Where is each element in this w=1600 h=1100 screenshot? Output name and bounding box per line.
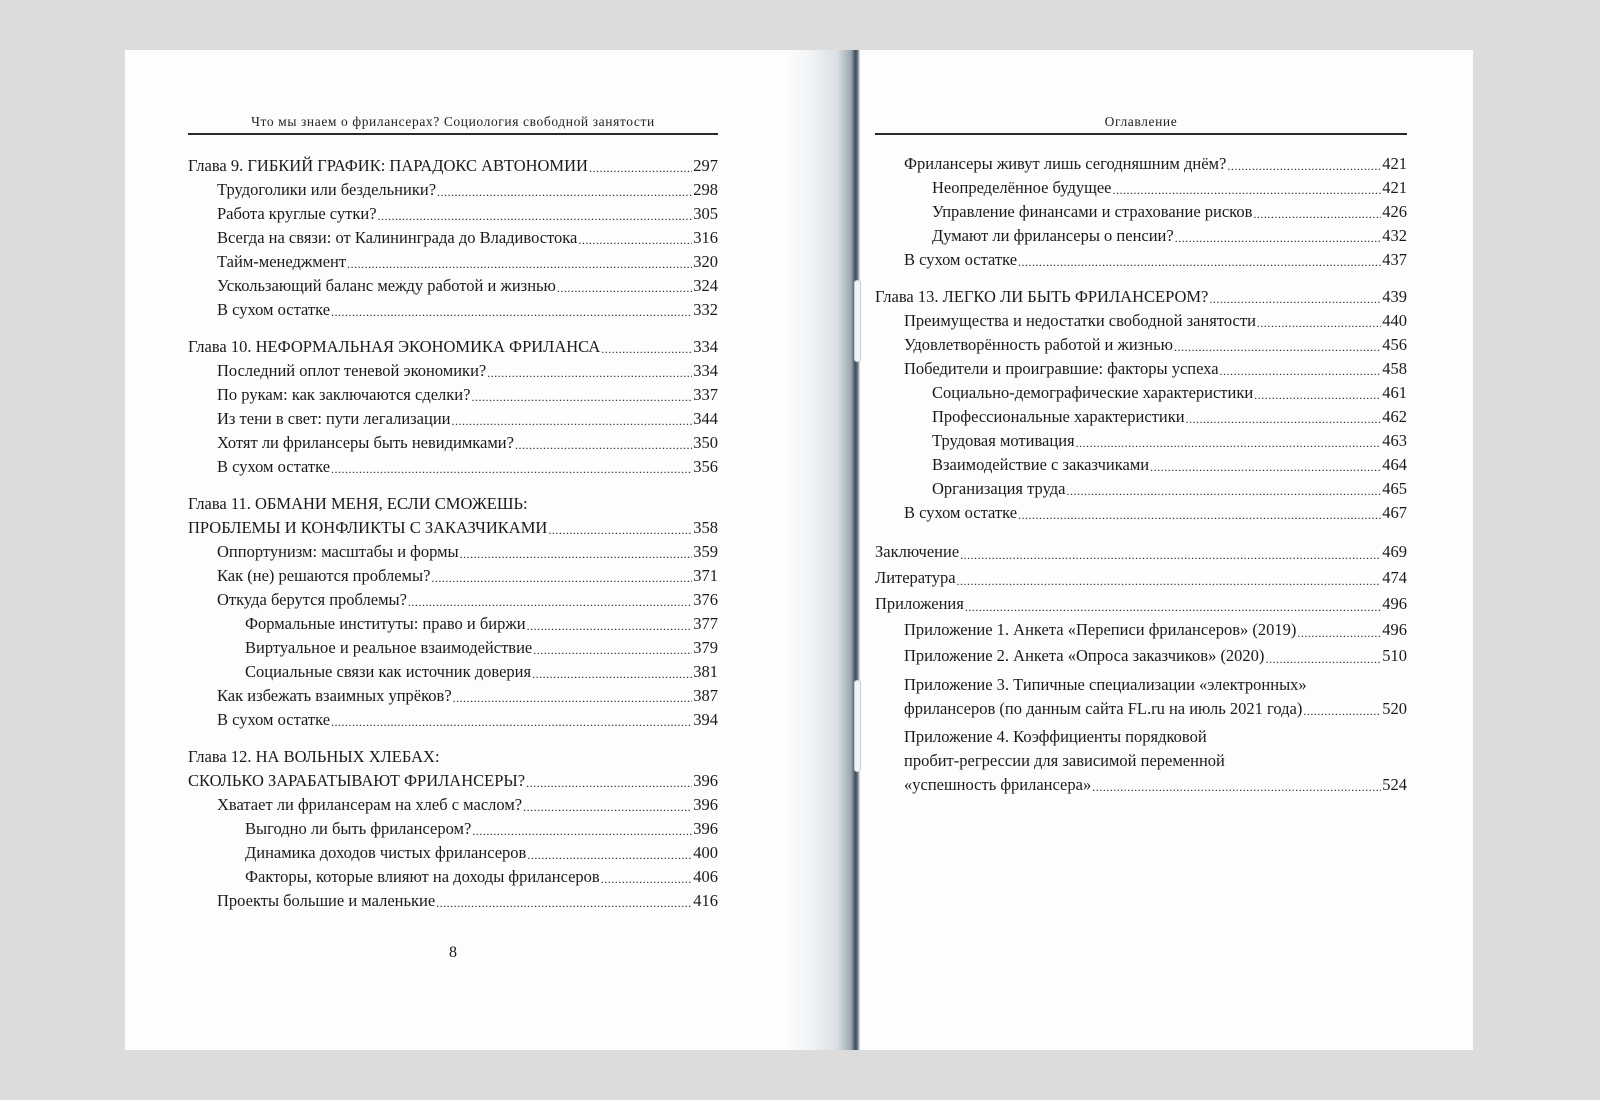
entry-page: 376 bbox=[693, 590, 718, 609]
appendix-title-line[interactable]: пробит-регрессии для зависимой переменной bbox=[904, 751, 1225, 770]
toc-entry[interactable] bbox=[188, 226, 718, 250]
toc-entry[interactable] bbox=[875, 405, 1407, 429]
dot-leader bbox=[1175, 228, 1382, 248]
entry-title: Приложение 2. Анкета «Опроса заказчиков» (2020) bbox=[904, 646, 1265, 665]
entry-title: Литература bbox=[875, 568, 956, 587]
toc-entry[interactable] bbox=[875, 565, 1407, 591]
book-spread bbox=[125, 50, 1473, 1050]
dot-leader bbox=[1227, 156, 1381, 176]
entry-title: Как (не) решаются проблемы? bbox=[217, 566, 431, 585]
entry-title: Проекты большие и маленькие bbox=[217, 891, 436, 910]
dot-leader bbox=[557, 278, 692, 298]
dot-leader bbox=[437, 182, 692, 202]
entry-title: Профессиональные характеристики bbox=[932, 407, 1185, 426]
dot-leader bbox=[1186, 409, 1382, 429]
toc-appendix-entry[interactable] bbox=[875, 773, 1407, 797]
dot-leader bbox=[601, 869, 693, 889]
entry-page: 377 bbox=[693, 614, 718, 633]
entry-title: Приложение 1. Анкета «Переписи фрилансеров» (2019) bbox=[904, 620, 1297, 639]
entry-page: 496 bbox=[1382, 594, 1407, 613]
entry-title: Выгодно ли быть фрилансером? bbox=[245, 819, 472, 838]
entry-page: 469 bbox=[1382, 542, 1407, 561]
toc-entry[interactable] bbox=[188, 708, 718, 732]
dot-leader bbox=[460, 544, 693, 564]
running-head: Оглавление bbox=[1104, 114, 1178, 129]
toc-appendix-entry[interactable] bbox=[875, 697, 1407, 721]
entry-title: Динамика доходов чистых фрилансеров bbox=[245, 843, 527, 862]
toc-entry[interactable] bbox=[188, 359, 718, 383]
toc-chapter-entry[interactable] bbox=[188, 154, 718, 178]
entry-page: 465 bbox=[1382, 479, 1407, 498]
entry-title: Преимущества и недостатки свободной занятости bbox=[904, 311, 1256, 330]
dot-leader bbox=[487, 363, 692, 383]
entry-title: Глава 9. ГИБКИЙ ГРАФИК: ПАРАДОКС АВТОНОМИИ bbox=[188, 156, 588, 175]
dot-leader bbox=[471, 387, 692, 407]
dot-leader bbox=[527, 845, 692, 865]
spacer bbox=[188, 479, 718, 492]
entry-page: 396 bbox=[693, 795, 718, 814]
toc-entry[interactable] bbox=[875, 591, 1407, 617]
entry-title: В сухом остатке bbox=[217, 710, 331, 729]
dot-leader bbox=[533, 640, 692, 660]
binding-stitch bbox=[854, 680, 861, 772]
entry-title: «успешность фрилансера» bbox=[904, 775, 1092, 794]
dot-leader bbox=[1018, 505, 1381, 525]
entry-page: 371 bbox=[693, 566, 718, 585]
dot-leader bbox=[578, 230, 692, 250]
dot-leader bbox=[1067, 481, 1382, 501]
dot-leader bbox=[527, 616, 693, 636]
entry-title: Неопределённое будущее bbox=[932, 178, 1112, 197]
dot-leader bbox=[1150, 457, 1381, 477]
toc-entry[interactable] bbox=[188, 250, 718, 274]
toc-entry[interactable] bbox=[875, 152, 1407, 176]
right-page bbox=[875, 50, 1407, 1050]
dot-leader bbox=[1303, 701, 1381, 721]
header-rule bbox=[188, 133, 718, 135]
chapter-title-line[interactable]: Глава 12. НА ВОЛЬНЫХ ХЛЕБАХ: bbox=[188, 747, 440, 766]
entry-page: 496 bbox=[1382, 620, 1407, 639]
toc-chapter-entry[interactable] bbox=[875, 285, 1407, 309]
dot-leader bbox=[965, 597, 1381, 617]
toc-chapter-entry[interactable] bbox=[188, 335, 718, 359]
entry-page: 474 bbox=[1382, 568, 1407, 587]
dot-leader bbox=[957, 571, 1382, 591]
entry-page: 396 bbox=[693, 771, 718, 790]
entry-title: Победители и проигравшие: факторы успеха bbox=[904, 359, 1219, 378]
toc-entry[interactable] bbox=[188, 612, 718, 636]
entry-title: Социально-демографические характеристики bbox=[932, 383, 1254, 402]
entry-title: Управление финансами и страхование рисков bbox=[932, 202, 1253, 221]
toc-entry[interactable] bbox=[188, 455, 718, 479]
entry-title: Последний оплот теневой экономики? bbox=[217, 361, 487, 380]
entry-page: 334 bbox=[693, 337, 718, 356]
entry-page: 437 bbox=[1382, 250, 1407, 269]
entry-title: Как избежать взаимных упрёков? bbox=[217, 686, 452, 705]
entry-title: фрилансеров (по данным сайта FL.ru на июль 2021 года) bbox=[904, 699, 1303, 718]
entry-page: 305 bbox=[693, 204, 718, 223]
entry-page: 297 bbox=[693, 156, 718, 175]
entry-page: 358 bbox=[693, 518, 718, 537]
entry-page: 421 bbox=[1382, 178, 1407, 197]
entry-page: 426 bbox=[1382, 202, 1407, 221]
entry-title: Факторы, которые влияют на доходы фрилансеров bbox=[245, 867, 600, 886]
toc-entry[interactable] bbox=[188, 636, 718, 660]
entry-page: 337 bbox=[693, 385, 718, 404]
toc-entry[interactable] bbox=[188, 383, 718, 407]
toc-entry[interactable] bbox=[875, 309, 1407, 333]
dot-leader bbox=[601, 339, 692, 359]
toc-entry[interactable] bbox=[188, 817, 718, 841]
dot-leader bbox=[526, 773, 692, 793]
toc-appendix-entry[interactable] bbox=[875, 617, 1407, 643]
entry-title: Думают ли фрилансеры о пенсии? bbox=[932, 226, 1174, 245]
header-rule bbox=[875, 133, 1407, 135]
table-of-contents bbox=[188, 154, 718, 913]
entry-page: 356 bbox=[693, 457, 718, 476]
entry-title: Организация труда bbox=[932, 479, 1066, 498]
dot-leader bbox=[331, 712, 692, 732]
dot-leader bbox=[1092, 777, 1381, 797]
entry-page: 520 bbox=[1382, 699, 1407, 718]
entry-title: Ускользающий баланс между работой и жизнью bbox=[217, 276, 556, 295]
toc-entry[interactable] bbox=[875, 248, 1407, 272]
entry-title: Из тени в свет: пути легализации bbox=[217, 409, 451, 428]
spacer bbox=[188, 322, 718, 335]
toc-entry[interactable] bbox=[875, 453, 1407, 477]
entry-page: 440 bbox=[1382, 311, 1407, 330]
entry-title: Оппортунизм: масштабы и формы bbox=[217, 542, 459, 561]
entry-title: В сухом остатке bbox=[217, 457, 331, 476]
toc-entry[interactable] bbox=[188, 588, 718, 612]
entry-page: 458 bbox=[1382, 359, 1407, 378]
entry-page: 396 bbox=[693, 819, 718, 838]
toc-entry[interactable] bbox=[188, 660, 718, 684]
dot-leader bbox=[1254, 385, 1381, 405]
entry-page: 439 bbox=[1382, 287, 1407, 306]
entry-page: 524 bbox=[1382, 775, 1407, 794]
toc-chapter-entry[interactable] bbox=[188, 769, 718, 793]
dot-leader bbox=[1297, 623, 1381, 643]
toc-entry[interactable] bbox=[188, 540, 718, 564]
entry-page: 381 bbox=[693, 662, 718, 681]
dot-leader bbox=[452, 411, 693, 431]
dot-leader bbox=[347, 254, 692, 274]
entry-title: Хотят ли фрилансеры быть невидимками? bbox=[217, 433, 514, 452]
entry-page: 387 bbox=[693, 686, 718, 705]
entry-page: 334 bbox=[693, 361, 718, 380]
entry-page: 464 bbox=[1382, 455, 1407, 474]
entry-title: ПРОБЛЕМЫ И КОНФЛИКТЫ С ЗАКАЗЧИКАМИ bbox=[188, 518, 548, 537]
toc-entry[interactable] bbox=[875, 539, 1407, 565]
dot-leader bbox=[331, 459, 692, 479]
entry-page: 298 bbox=[693, 180, 718, 199]
entry-page: 400 bbox=[693, 843, 718, 862]
toc-entry[interactable] bbox=[875, 429, 1407, 453]
toc-entry[interactable] bbox=[188, 202, 718, 226]
entry-title: По рукам: как заключаются сделки? bbox=[217, 385, 471, 404]
dot-leader bbox=[1113, 180, 1382, 200]
entry-title: Виртуальное и реальное взаимодействие bbox=[245, 638, 533, 657]
toc-entry[interactable] bbox=[875, 200, 1407, 224]
entry-title: Фрилансеры живут лишь сегодняшним днём? bbox=[904, 154, 1227, 173]
dot-leader bbox=[532, 664, 692, 684]
entry-title: Заключение bbox=[875, 542, 960, 561]
entry-title: Социальные связи как источник доверия bbox=[245, 662, 532, 681]
dot-leader bbox=[331, 302, 692, 322]
entry-page: 320 bbox=[693, 252, 718, 271]
toc-entry[interactable] bbox=[188, 407, 718, 431]
entry-title: Взаимодействие с заказчиками bbox=[932, 455, 1150, 474]
toc-entry[interactable] bbox=[188, 431, 718, 455]
entry-page: 456 bbox=[1382, 335, 1407, 354]
toc-entry[interactable] bbox=[875, 357, 1407, 381]
toc-entry[interactable] bbox=[188, 274, 718, 298]
toc-entry[interactable] bbox=[188, 889, 718, 913]
entry-page: 432 bbox=[1382, 226, 1407, 245]
entry-title: Всегда на связи: от Калининграда до Владивостока bbox=[217, 228, 578, 247]
entry-title: СКОЛЬКО ЗАРАБАТЫВАЮТ ФРИЛАНСЕРЫ? bbox=[188, 771, 526, 790]
dot-leader bbox=[548, 520, 692, 540]
entry-page: 359 bbox=[693, 542, 718, 561]
dot-leader bbox=[1265, 649, 1381, 669]
binding-stitch bbox=[854, 280, 861, 362]
entry-page: 316 bbox=[693, 228, 718, 247]
book-gutter bbox=[785, 50, 860, 1050]
toc-entry[interactable] bbox=[875, 477, 1407, 501]
left-page bbox=[188, 50, 718, 1050]
dot-leader bbox=[1220, 361, 1382, 381]
toc-entry[interactable] bbox=[875, 381, 1407, 405]
entry-title: Работа круглые сутки? bbox=[217, 204, 377, 223]
entry-page: 332 bbox=[693, 300, 718, 319]
toc-entry[interactable] bbox=[875, 176, 1407, 200]
spacer bbox=[875, 272, 1407, 285]
toc-entry[interactable] bbox=[188, 865, 718, 889]
entry-page: 510 bbox=[1382, 646, 1407, 665]
entry-page: 463 bbox=[1382, 431, 1407, 450]
entry-page: 461 bbox=[1382, 383, 1407, 402]
dot-leader bbox=[515, 435, 692, 455]
entry-page: 394 bbox=[693, 710, 718, 729]
dot-leader bbox=[1209, 289, 1381, 309]
entry-title: Приложения bbox=[875, 594, 964, 613]
dot-leader bbox=[378, 206, 693, 226]
toc-entry[interactable] bbox=[875, 501, 1407, 525]
entry-title: Формальные институты: право и биржи bbox=[245, 614, 526, 633]
dot-leader bbox=[436, 893, 692, 913]
appendix-title-line[interactable]: Приложение 4. Коэффициенты порядковой bbox=[904, 727, 1207, 746]
dot-leader bbox=[1018, 252, 1381, 272]
entry-title: Удовлетворённость работой и жизнью bbox=[904, 335, 1173, 354]
toc-entry[interactable] bbox=[875, 333, 1407, 357]
dot-leader bbox=[1076, 433, 1382, 453]
toc-entry[interactable] bbox=[875, 224, 1407, 248]
toc-entry[interactable] bbox=[188, 178, 718, 202]
entry-page: 379 bbox=[693, 638, 718, 657]
entry-title: Откуда берутся проблемы? bbox=[217, 590, 407, 609]
appendix-title-line[interactable]: Приложение 3. Типичные специализации «электронных» bbox=[904, 675, 1307, 694]
entry-page: 421 bbox=[1382, 154, 1407, 173]
dot-leader bbox=[1253, 204, 1381, 224]
toc-chapter-entry[interactable] bbox=[188, 516, 718, 540]
entry-title: Хватает ли фрилансерам на хлеб с маслом? bbox=[217, 795, 523, 814]
table-of-contents bbox=[875, 152, 1407, 797]
entry-page: 324 bbox=[693, 276, 718, 295]
spacer bbox=[875, 525, 1407, 539]
dot-leader bbox=[960, 545, 1381, 565]
toc-entry[interactable] bbox=[188, 841, 718, 865]
entry-title: В сухом остатке bbox=[904, 250, 1018, 269]
dot-leader bbox=[523, 797, 692, 817]
entry-page: 350 bbox=[693, 433, 718, 452]
chapter-title-line[interactable]: Глава 11. ОБМАНИ МЕНЯ, ЕСЛИ СМОЖЕШЬ: bbox=[188, 494, 528, 513]
entry-page: 467 bbox=[1382, 503, 1407, 522]
entry-title: В сухом остатке bbox=[217, 300, 331, 319]
dot-leader bbox=[472, 821, 692, 841]
entry-page: 344 bbox=[693, 409, 718, 428]
toc-entry[interactable] bbox=[188, 793, 718, 817]
toc-entry[interactable] bbox=[188, 684, 718, 708]
entry-page: 406 bbox=[693, 867, 718, 886]
dot-leader bbox=[589, 158, 692, 178]
spacer bbox=[188, 732, 718, 745]
entry-page: 416 bbox=[693, 891, 718, 910]
dot-leader bbox=[408, 592, 692, 612]
toc-entry[interactable] bbox=[188, 564, 718, 588]
entry-title: Глава 13. ЛЕГКО ЛИ БЫТЬ ФРИЛАНСЕРОМ? bbox=[875, 287, 1209, 306]
entry-title: Глава 10. НЕФОРМАЛЬНАЯ ЭКОНОМИКА ФРИЛАНСА bbox=[188, 337, 601, 356]
dot-leader bbox=[453, 688, 693, 708]
dot-leader bbox=[1174, 337, 1381, 357]
entry-title: Тайм-менеджмент bbox=[217, 252, 347, 271]
entry-page: 462 bbox=[1382, 407, 1407, 426]
page-number: 8 bbox=[449, 944, 457, 961]
toc-appendix-entry[interactable] bbox=[875, 643, 1407, 669]
dot-leader bbox=[1257, 313, 1381, 333]
entry-title: Трудовая мотивация bbox=[932, 431, 1075, 450]
entry-title: В сухом остатке bbox=[904, 503, 1018, 522]
dot-leader bbox=[431, 568, 692, 588]
entry-title: Трудоголики или бездельники? bbox=[217, 180, 437, 199]
toc-entry[interactable] bbox=[188, 298, 718, 322]
running-head: Что мы знаем о фрилансерах? Социология свободной занятости bbox=[251, 114, 655, 129]
